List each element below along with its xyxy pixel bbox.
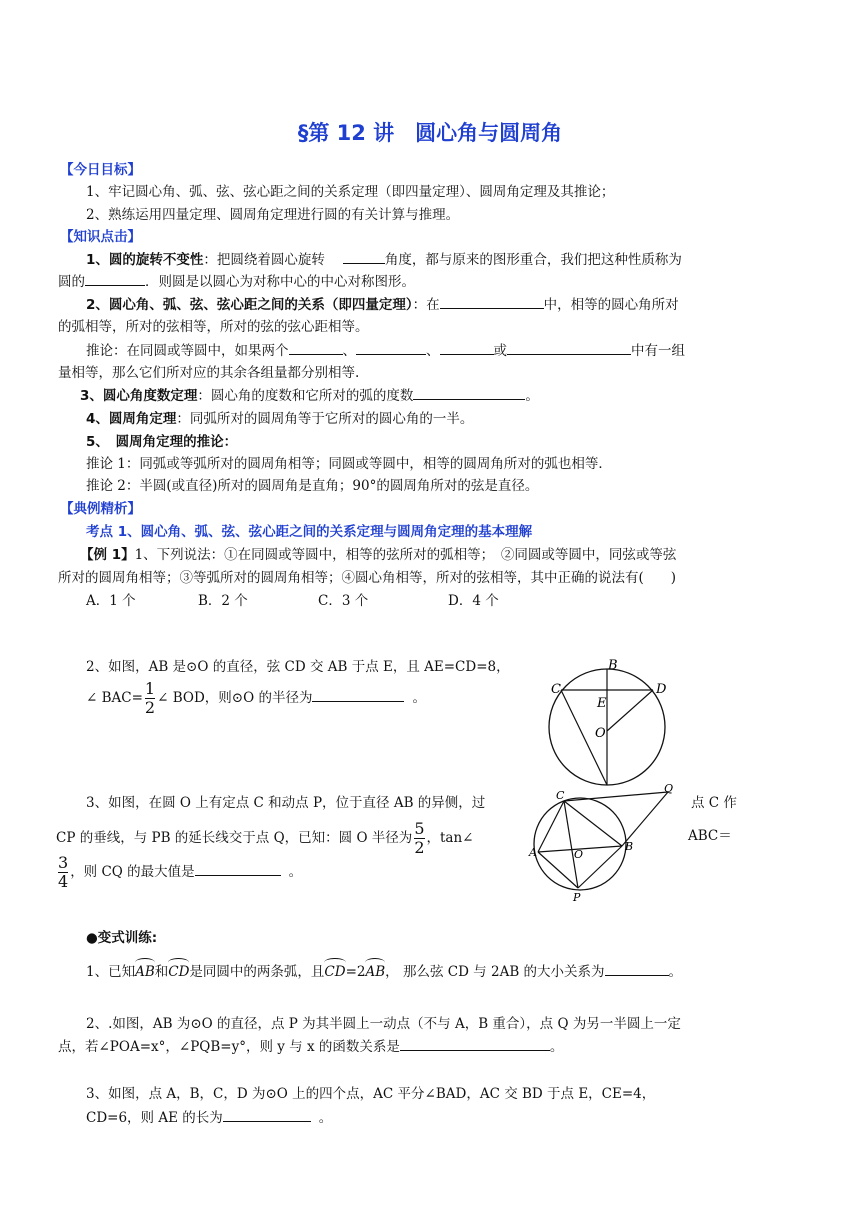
knowledge-3-label: 3、圆心角度数定理 [80, 388, 198, 404]
fig2-label-b: B [625, 840, 634, 853]
figure-circle-chord [545, 655, 675, 790]
fig2-circle [534, 798, 626, 890]
q3-tan: ，tan∠ [426, 830, 474, 846]
v1-a: 1、已知 [86, 964, 136, 980]
fig2-line-cp [564, 801, 578, 888]
knowledge-2-inference [86, 339, 685, 359]
example-1-text: 1、下列说法：①在同圆或等圆中，相等的弦所对的弧相等； ②同圆或等圆中，同弦或等弦 [134, 547, 677, 563]
knowledge-1-text-b: 角度，都与原来的图形重合，我们把这种性质称为 [384, 252, 682, 268]
blank-ae-length[interactable] [223, 1109, 311, 1122]
blank-same-circle[interactable] [440, 296, 544, 309]
blank-function[interactable] [400, 1038, 550, 1051]
knowledge-5-inference-1: 推论 1：同弧或等弧所对的圆周角相等；同圆或等圆中，相等的圆周角所对的弧也相等． [86, 456, 612, 472]
v3-line2-text: CD=6，则 AE 的长为 [86, 1110, 223, 1126]
arc-cd-2: CD [324, 964, 346, 980]
question-3-right-2: ABC＝ [688, 828, 732, 844]
variant-title [86, 926, 157, 946]
q3-tan-fraction [58, 854, 68, 891]
knowledge-2-text-b: 中，相等的圆心角所对 [543, 297, 679, 313]
fig2-label-p: P [573, 891, 581, 904]
q2-fraction [145, 680, 155, 717]
q3-radius-fraction [414, 820, 424, 857]
variant-1 [86, 960, 682, 980]
knowledge-4-label: 4、圆周角定理 [86, 411, 177, 427]
q3-t-den: 4 [58, 872, 69, 891]
fig2-label-a: A [529, 846, 537, 859]
fig2-label-o: O [574, 848, 584, 861]
option-a[interactable]: A．1 个 [86, 593, 136, 609]
section-goals: 【今日目标】 [60, 162, 141, 178]
variant-2-line-2 [58, 1035, 563, 1055]
v1-eq: =2 [345, 964, 366, 980]
inference-text-a: 推论：在同圆或等圆中，如果两个 [86, 343, 289, 359]
knowledge-1-line-2 [58, 270, 415, 290]
q2-end: 。 [412, 690, 426, 706]
q2-pre: ∠ BAC= [86, 690, 143, 706]
sep-2: 、 [426, 343, 440, 359]
goal-line-1: 1、牢记圆心角、弧、弦、弦心距之间的关系定理（即四量定理）、圆周角定理及其推论； [86, 184, 615, 200]
v2-line2-text: 点，若∠POA=x°，∠PQB=y°，则 y 与 x 的函数关系是 [58, 1039, 400, 1055]
arc-ab-2: AB [365, 964, 386, 980]
fig1-label-c: C [551, 682, 561, 697]
topic-1: 考点 1、圆心角、弧、弦、弦心距之间的关系定理与圆周角定理的基本理解 [86, 524, 533, 540]
variant-3-line-2 [86, 1106, 332, 1126]
option-b[interactable]: B．2 个 [198, 593, 248, 609]
blank-cq-max[interactable] [195, 863, 281, 876]
knowledge-1-label: 1、圆的旋转不变性 [86, 252, 204, 268]
fig2-label-q: Q [664, 782, 674, 795]
q3-line2-text: CP 的垂线，与 PB 的延长线交于点 Q，已知：圆 O 半径为 [56, 830, 413, 846]
knowledge-5-label-text: 5、 圆周角定理的推论： [86, 434, 238, 450]
q2-num: 1 [144, 679, 156, 698]
q3-line3-text: ，则 CQ 的最大值是 [70, 864, 195, 880]
fig2-line-bp [578, 846, 622, 888]
v2-end: 。 [549, 1039, 564, 1055]
q2-post: ∠ BOD，则⊙O 的半径为 [157, 690, 313, 706]
knowledge-2-label: 2、圆心角、弧、弦、弦心距之间的关系（即四量定理） [86, 297, 413, 313]
inference-text-b: 中有一组 [631, 343, 685, 359]
section-knowledge: 【知识点击】 [60, 229, 141, 245]
knowledge-1-line2-b: ．则圆是以圆心为对称中心的中心对称图形。 [145, 274, 415, 290]
question-2-line-1: 2、如图，AB 是⊙O 的直径，弦 CD 交 AB 于点 E，且 AE=CD=8， [86, 659, 510, 675]
example-1-line-1 [80, 543, 676, 563]
goal-line-2: 2、熟练运用四量定理、圆周角定理进行圆的有关计算与推理。 [86, 207, 460, 223]
fig2-line-cq [564, 792, 668, 801]
blank-rotation-angle[interactable] [343, 251, 385, 264]
blank-quantity-2[interactable] [356, 342, 426, 355]
v1-end: 。 [668, 964, 683, 980]
q3-r-den: 2 [414, 838, 425, 857]
v3-end: 。 [318, 1110, 333, 1126]
arc-cd-1: CD [168, 964, 190, 980]
knowledge-5-inference-2: 推论 2：半圆(或直径)所对的圆周角是直角；90°的圆周角所对的弦是直径。 [86, 478, 539, 494]
blank-quantity-4[interactable] [507, 342, 631, 355]
knowledge-3 [80, 384, 539, 404]
or-text: 或 [493, 343, 507, 359]
example-1-line-2: 所对的圆周角相等；③等弧所对的圆周角相等；④圆心角相等，所对的弦相等，其中正确的说法有( ) [58, 570, 677, 586]
q3-end: 。 [288, 864, 303, 880]
example-1-tag: 【例 1】 [80, 547, 135, 563]
blank-symmetry[interactable] [85, 273, 145, 286]
knowledge-4-text: ：同弧所对的圆周角等于它所对的圆心角的一半。 [176, 411, 474, 427]
knowledge-4 [86, 407, 473, 427]
blank-degree[interactable] [413, 387, 525, 400]
q2-den: 2 [144, 698, 156, 717]
section-examples: 【典例精析】 [60, 501, 141, 517]
question-3-line-2 [56, 820, 473, 857]
blank-quantity-3[interactable] [440, 342, 494, 355]
knowledge-5-label [86, 430, 237, 450]
variant-title-text: ●变式训练: [86, 930, 158, 946]
knowledge-1 [86, 248, 682, 268]
fig1-label-d: D [656, 682, 667, 697]
knowledge-2-text-a: ：在 [412, 297, 440, 313]
variant-3-line-1: 3、如图，点 A，B，C，D 为⊙O 上的四个点，AC 平分∠BAD，AC 交 BD 于点 E，CE=4， [86, 1086, 656, 1102]
knowledge-1-text-a: ：把圆绕着圆心旋转 [203, 252, 325, 268]
knowledge-1-line2-a: 圆的 [58, 274, 85, 290]
v1-c: ， 那么弦 CD 与 2AB 的大小关系为 [385, 964, 605, 980]
page-title: §第 12 讲 圆心角与圆周角 [297, 121, 563, 145]
option-d[interactable]: D．4 个 [448, 593, 499, 609]
v1-and: 和 [154, 964, 169, 980]
knowledge-3-text: ：圆心角的度数和它所对的弧的度数 [197, 388, 414, 404]
question-2-line-2 [86, 680, 426, 717]
question-3-line-3 [56, 854, 302, 891]
knowledge-2-line-2: 的弧相等，所对的弦相等，所对的弦的弦心距相等。 [58, 319, 369, 335]
figure-circle-moving-point [528, 780, 688, 905]
knowledge-2-inference-line-2: 量相等，那么它们所对应的其余各组量都分别相等. [58, 365, 360, 381]
fig2-line-qb [622, 792, 668, 846]
sep-1: 、 [342, 343, 356, 359]
blank-quantity-1[interactable] [289, 342, 343, 355]
q3-t-num: 3 [58, 853, 69, 872]
fig1-label-e: E [597, 696, 607, 711]
fig1-label-b: B [608, 658, 618, 673]
blank-compare[interactable] [605, 963, 669, 976]
knowledge-2 [86, 293, 679, 313]
fig2-line-cb [564, 801, 622, 846]
option-c[interactable]: C．3 个 [318, 593, 369, 609]
v1-b: 是同圆中的两条弧，且 [189, 964, 325, 980]
knowledge-3-end: 。 [525, 388, 539, 404]
fig2-label-c: C [556, 789, 565, 802]
fig2-line-ap [538, 852, 578, 888]
arc-ab-1: AB [135, 964, 155, 980]
fig1-radius-od [607, 690, 653, 731]
fig1-label-o: O [595, 726, 606, 741]
question-3-line-1: 3、如图，在圆 O 上有定点 C 和动点 P，位于直径 AB 的异侧，过 [86, 795, 486, 811]
q3-r-num: 5 [414, 819, 425, 838]
question-3-right-1: 点 C 作 [691, 795, 737, 811]
blank-radius[interactable] [312, 689, 404, 702]
variant-2-line-1: 2、.如图，AB 为⊙O 的直径，点 P 为其半圆上一动点（不与 A，B 重合），点 Q 为另一半圆上一定 [86, 1016, 681, 1032]
